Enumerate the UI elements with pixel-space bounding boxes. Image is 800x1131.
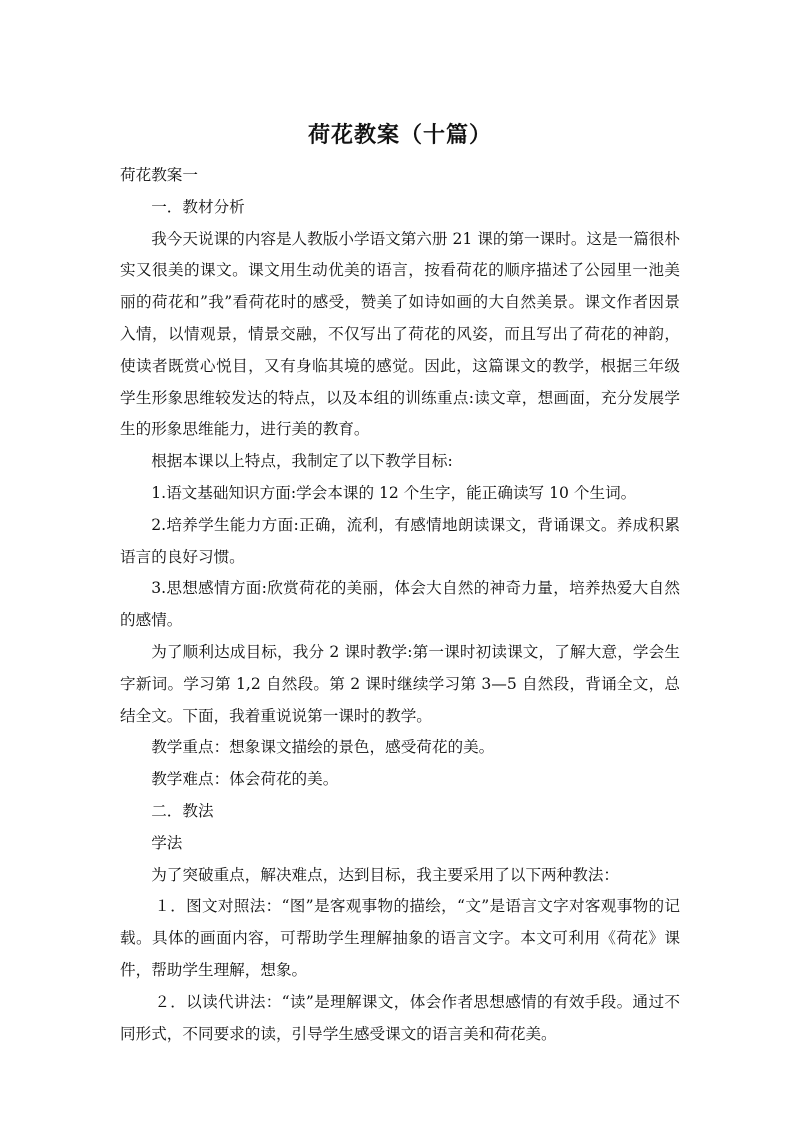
paragraph: 为了顺利达成目标，我分 2 课时教学:第一课时初读课文，了解大意，学会生字新词。学习第 1,2 自然段。第 2 课时继续学习第 3—5 自然段，背诵全文，总结全文。下面，我着重说说第一课时的教学。 (120, 642, 680, 725)
list-item: 1.语文基础知识方面:学会本课的 12 个生字，能正确读写 10 个生词。 (151, 483, 637, 502)
document-body (120, 160, 680, 1050)
paragraph: 我今天说课的内容是人教版小学语文第六册 21 课的第一课时。这是一篇很朴实又很美的课文。课文用生动优美的语言，按看荷花的顺序描述了公园里一池美丽的荷花和”我”看荷花时的感受，赞美了如诗如画的大自然美景。课文作者因景入情，以情观景，情景交融，不仅写出了荷花的风姿，而且写出了荷花的神韵，使读者既赏心悦目，又有身临其境的感觉。因此，这篇课文的教学，根据三年级学生形象思维较发达的特点，以及本组的训练重点:读文章，想画面，充分发展学生的形象思维能力，进行美的教育。 (120, 229, 680, 439)
paragraph: 教学难点：体会荷花的美。 (151, 770, 339, 789)
list-item: 3.思想感情方面:欣赏荷花的美丽，体会大自然的神奇力量，培养热爱大自然的感情。 (120, 579, 680, 630)
subsection-heading: 一．教材分析 (151, 197, 245, 216)
list-item: 2.培养学生能力方面:正确，流利，有感情地朗读课文，背诵课文。养成积累语言的良好习惯。 (120, 515, 680, 566)
paragraph: 为了突破重点，解决难点，达到目标，我主要采用了以下两种教法： (151, 865, 620, 884)
paragraph: 教学重点：想象课文描绘的景色，感受荷花的美。 (151, 738, 495, 757)
section-heading: 荷花教案一 (120, 166, 198, 184)
subsection-heading: 二．教法 (151, 801, 214, 820)
paragraph: 根据本课以上特点，我制定了以下教学目标: (151, 452, 453, 471)
list-item: ２．以读代讲法：“读”是理解课文，体会作者思想感情的有效手段。通过不同形式，不同要求的读，引导学生感受课文的语言美和荷花美。 (120, 992, 680, 1043)
subsection-heading: 学法 (151, 833, 183, 852)
document-title: 荷花教案（十篇） (307, 123, 492, 148)
list-item: １．图文对照法：“图”是客观事物的描绘，“文”是语言文字对客观事物的记载。具体的画面内容，可帮助学生理解抽象的语言文字。本文可利用《荷花》课件，帮助学生理解，想象。 (120, 897, 680, 979)
